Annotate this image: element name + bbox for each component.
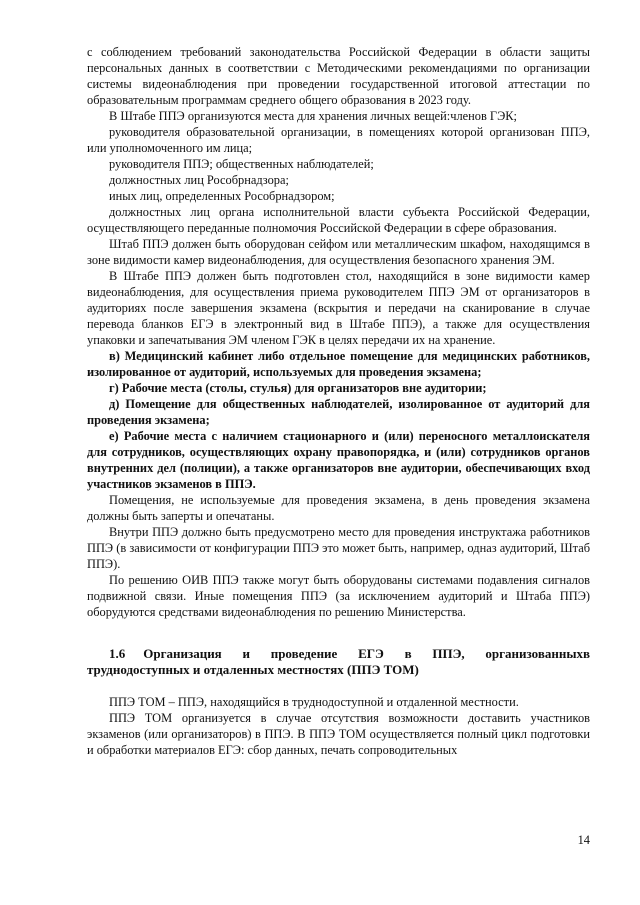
paragraph: В Штабе ППЭ организуются места для хранения личных вещей:членов ГЭК; (109, 109, 517, 123)
paragraph: должностных лиц Рособрнадзора; (109, 173, 289, 187)
paragraph: ППЭ ТОМ организуется в случае отсутствия возможности доставить участников экзаменов (или организаторов) в ППЭ. В ППЭ ТОМ осуществляется полный цикл подготовки и обработки материалов ЕГЭ: сбор данных, печать сопроводительных (87, 711, 590, 757)
list-item-bold: д) Помещение для общественных наблюдателей, изолированное от аудиторий для проведения экзамена; (87, 397, 590, 427)
document-body (87, 44, 590, 758)
section-title: Организация и проведение ЕГЭ в ППЭ, организованныхв труднодоступных и отдаленных местностях (ППЭ ТОМ) (87, 646, 590, 677)
list-item-bold: в) Медицинский кабинет либо отдельное помещение для медицинских работников, изолированное от аудиторий, используемых для проведения экзамена; (87, 349, 590, 379)
paragraph: Помещения, не используемые для проведения экзамена, в день проведения экзамена должны быть заперты и опечатаны. (87, 493, 590, 523)
section-number: 1.6 (109, 646, 126, 661)
paragraph: иных лиц, определенных Рособрнадзором; (109, 189, 335, 203)
paragraph: По решению ОИВ ППЭ также могут быть оборудованы системами подавления сигналов подвижной связи. Иные помещения ППЭ (за исключением аудиторий и Штаба ППЭ) оборудуются средствами видеонаблюдения по решению Министерства. (87, 573, 590, 619)
paragraph: Внутри ППЭ должно быть предусмотрено место для проведения инструктажа работников ППЭ (в зависимости от конфигурации ППЭ это может быть, например, одназ аудиторий, Штаб ППЭ). (87, 525, 590, 571)
paragraph: руководителя ППЭ; общественных наблюдателей; (109, 157, 374, 171)
paragraph-continuation: с соблюдением требований законодательства Российской Федерации в области защиты персональных данных в соответствии с Методическими рекомендациями по организации системы видеонаблюдения при проведении государственной итоговой аттестации по образовательным программам среднего общего образования в 2023 году. (87, 45, 590, 107)
paragraph: должностных лиц органа исполнительной власти субъекта Российской Федерации, осуществляющего переданные полномочия Российской Федерации в сфере образования. (87, 205, 590, 235)
paragraph: ППЭ ТОМ – ППЭ, находящийся в труднодоступной и отдаленной местности. (109, 695, 519, 709)
paragraph: В Штабе ППЭ должен быть подготовлен стол, находящийся в зоне видимости камер видеонаблюдения, для осуществления приема руководителем ППЭ ЭМ от организаторов в аудиториях после завершения экзамена (вскрытия и передачи на сканирование в случае перевода бланков ЕГЭ в электронный вид в Штабе ППЭ), а также для осуществления упаковки и запечатывания ЭМ членом ГЭК в целях передачи их на хранение. (87, 269, 590, 347)
list-item-bold: е) Рабочие места с наличием стационарного и (или) переносного металлоискателя для сотрудников, осуществляющих охрану правопорядка, и (или) сотрудников органов внутренних дел (полиции), а также организаторов вне аудитории, обеспечивающих вход участников экзаменов в ППЭ. (87, 429, 590, 491)
page-number: 14 (577, 833, 590, 847)
paragraph: Штаб ППЭ должен быть оборудован сейфом или металлическим шкафом, находящимся в зоне видимости камер видеонаблюдения, для осуществления безопасного хранения ЭМ. (87, 237, 590, 267)
list-item-bold: г) Рабочие места (столы, стулья) для организаторов вне аудитории; (109, 381, 487, 395)
paragraph: руководителя образовательной организации, в помещениях которой организован ППЭ, или уполномоченного им лица; (87, 125, 590, 155)
section-heading (87, 646, 590, 678)
